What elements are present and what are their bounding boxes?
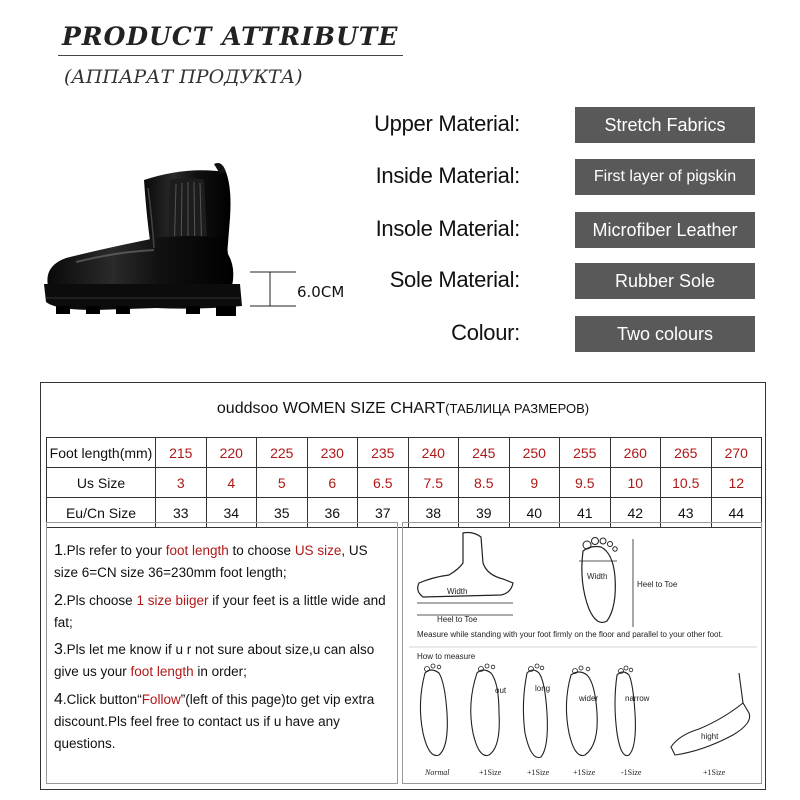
note-number: 3 xyxy=(54,641,63,658)
note-highlight: 1 size biiger xyxy=(136,593,209,608)
measuring-guide-panel xyxy=(402,522,762,784)
size-chart-title-en: ouddsoo WOMEN SIZE CHART xyxy=(216,400,446,417)
attr-label: Insole Material: xyxy=(375,216,520,241)
cell: 8.5 xyxy=(459,468,510,498)
cell: 9.5 xyxy=(560,468,611,498)
row-header: Us Size xyxy=(47,468,156,498)
title-underline xyxy=(58,55,403,56)
size-chart-title xyxy=(40,400,766,418)
cell: 245 xyxy=(459,438,510,468)
table-row-foot-length xyxy=(47,438,762,468)
note-highlight: foot length xyxy=(165,543,229,558)
note-highlight: Follow xyxy=(141,692,181,707)
note-number: 1 xyxy=(54,542,63,559)
note-3 xyxy=(54,639,394,683)
foot-label-long: long xyxy=(535,684,551,693)
cell: 34 xyxy=(206,498,257,528)
note-text: if your feet is a little wide and fat; xyxy=(54,593,386,630)
cell: 42 xyxy=(610,498,661,528)
foot-label-narrow: narrow xyxy=(625,694,650,703)
cell: 7.5 xyxy=(408,468,459,498)
cell: 35 xyxy=(257,498,308,528)
cell: 43 xyxy=(661,498,712,528)
cell: 37 xyxy=(358,498,409,528)
cell: 33 xyxy=(156,498,207,528)
size-label-normal: Normal xyxy=(425,768,450,777)
attr-inside-material xyxy=(375,159,760,197)
cell: 260 xyxy=(610,438,661,468)
guide-width-label: Width xyxy=(447,587,468,596)
cell: 10.5 xyxy=(661,468,712,498)
note-2 xyxy=(54,590,394,634)
cell: 4 xyxy=(206,468,257,498)
size-label-plus1-c: +1Size xyxy=(573,768,596,777)
attr-value: First layer of pigskin xyxy=(575,159,755,195)
cell: 265 xyxy=(661,438,712,468)
foot-label-out: out xyxy=(495,686,507,695)
guide-heel-to-toe-label: Heel to Toe xyxy=(437,615,478,624)
attr-value: Rubber Sole xyxy=(575,263,755,299)
size-label-plus1-d: +1Size xyxy=(703,768,726,777)
note-text: ”(left of this page)to get vip extra discount.Pls feel free to contact us if u have any questions. xyxy=(54,692,375,751)
note-number: 2 xyxy=(54,592,63,609)
attr-label: Sole Material: xyxy=(389,267,520,292)
note-text: .Pls let me know if u r not sure about size,u can also give us your xyxy=(54,642,375,679)
attr-label: Inside Material: xyxy=(375,163,520,188)
note-text: .Click button“ xyxy=(62,692,142,707)
table-row-us-size xyxy=(47,468,762,498)
size-table xyxy=(46,437,762,528)
cell: 250 xyxy=(509,438,560,468)
cell: 3 xyxy=(156,468,207,498)
guide-heel-to-toe-label-top: Heel to Toe xyxy=(637,580,678,589)
cell: 255 xyxy=(560,438,611,468)
note-4 xyxy=(54,689,394,755)
foot-label-hight: hight xyxy=(701,732,719,741)
cell: 39 xyxy=(459,498,510,528)
attr-sole-material xyxy=(380,263,760,301)
note-number: 4 xyxy=(54,691,63,708)
cell: 9 xyxy=(509,468,560,498)
cell: 230 xyxy=(307,438,358,468)
cell: 44 xyxy=(711,498,762,528)
attr-value: Two colours xyxy=(575,316,755,352)
attr-upper-material xyxy=(374,107,760,145)
note-text: .Pls refer to your xyxy=(62,543,166,558)
size-label-plus1-b: +1Size xyxy=(527,768,550,777)
cell: 12 xyxy=(711,468,762,498)
heel-height-marker xyxy=(250,270,300,310)
cell: 36 xyxy=(307,498,358,528)
cell: 6 xyxy=(307,468,358,498)
cell: 38 xyxy=(408,498,459,528)
guide-width-label-top: Width xyxy=(587,572,608,581)
cell: 235 xyxy=(358,438,409,468)
row-header: Foot length(mm) xyxy=(47,438,156,468)
attr-value: Stretch Fabrics xyxy=(575,107,755,143)
guide-how-to-measure: How to measure xyxy=(417,652,476,661)
cell: 215 xyxy=(156,438,207,468)
boot-image xyxy=(36,158,251,326)
measuring-guide-illustration xyxy=(403,523,762,784)
size-label-plus1-a: +1Size xyxy=(479,768,502,777)
page-title: PRODUCT ATTRIBUTE xyxy=(62,22,399,51)
note-text: , US size 6=CN size 36=230mm foot length; xyxy=(54,543,368,580)
heel-height-label: 6.0CM xyxy=(297,283,345,301)
cell: 220 xyxy=(206,438,257,468)
cell: 270 xyxy=(711,438,762,468)
attr-label: Upper Material: xyxy=(374,111,520,136)
attr-value: Microfiber Leather xyxy=(575,212,755,248)
cell: 40 xyxy=(509,498,560,528)
note-text: to choose xyxy=(228,543,295,558)
cell: 41 xyxy=(560,498,611,528)
page-subtitle: (АППАРАТ ПРОДУКТА) xyxy=(64,66,303,88)
cell: 240 xyxy=(408,438,459,468)
cell: 10 xyxy=(610,468,661,498)
row-header: Eu/Cn Size xyxy=(47,498,156,528)
size-chart-title-ru: (ТАБЛИЦА РАЗМЕРОВ) xyxy=(445,401,590,416)
size-label-minus1: -1Size xyxy=(621,768,642,777)
cell: 5 xyxy=(257,468,308,498)
note-1 xyxy=(54,540,394,584)
attr-colour xyxy=(380,316,760,354)
cell: 6.5 xyxy=(358,468,409,498)
note-text: in order; xyxy=(193,664,247,679)
guide-instruction: Measure while standing with your foot firmly on the floor and parallel to your other foot. xyxy=(417,630,723,639)
attr-insole-material xyxy=(375,212,760,250)
cell: 225 xyxy=(257,438,308,468)
attr-label: Colour: xyxy=(451,320,520,345)
note-highlight: foot length xyxy=(130,664,194,679)
note-text: .Pls choose xyxy=(62,593,137,608)
foot-label-wider: wider xyxy=(579,694,599,703)
note-highlight: US size xyxy=(294,543,342,558)
